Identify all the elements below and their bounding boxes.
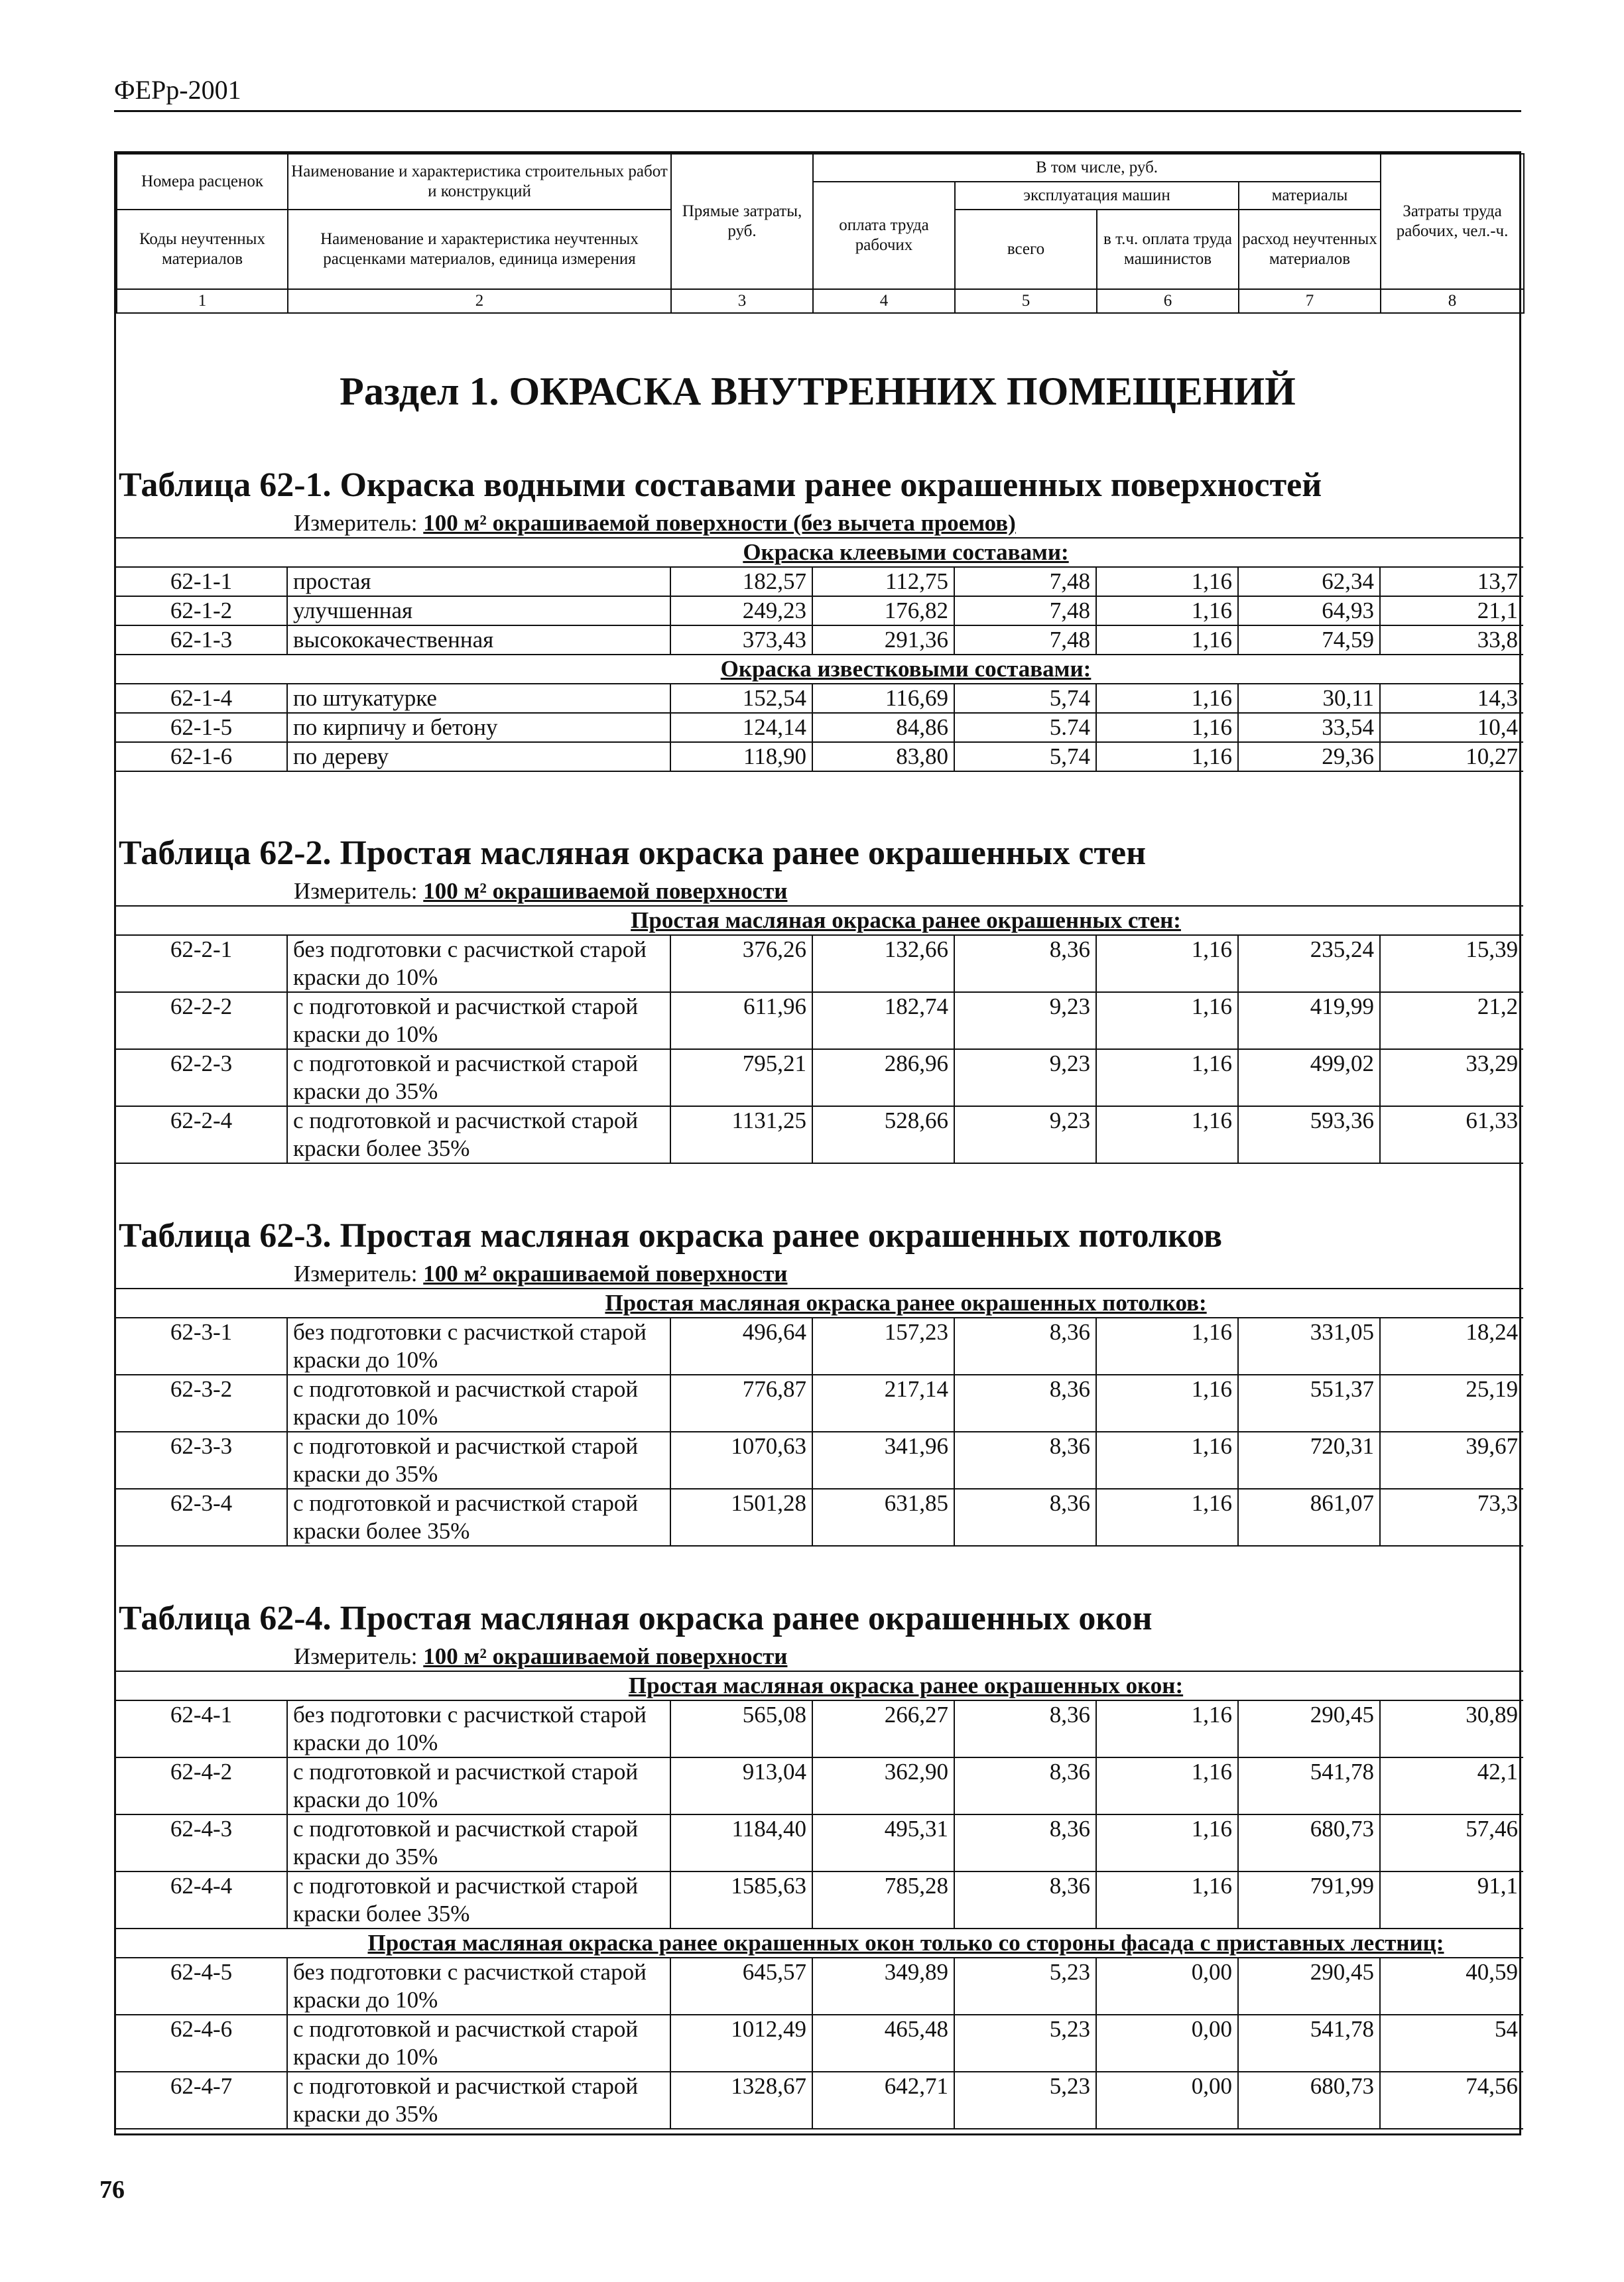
direct-cost: 1184,40 bbox=[670, 1814, 812, 1871]
measure-label: Измеритель: bbox=[294, 1261, 418, 1287]
labor-hours: 30,89 bbox=[1380, 1700, 1523, 1757]
rate-code: 62-3-1 bbox=[116, 1318, 287, 1375]
machinist-pay: 1,16 bbox=[1096, 1489, 1238, 1546]
rate-code: 62-1-3 bbox=[116, 625, 287, 655]
table-title: Таблица 62-2. Простая масляная окраска ранее окрашенных стен bbox=[119, 834, 1147, 872]
machinist-pay: 1,16 bbox=[1096, 1432, 1238, 1489]
header-machines: эксплуатация машин bbox=[955, 182, 1239, 210]
machine-total: 9,23 bbox=[954, 1049, 1096, 1106]
machine-total: 7,48 bbox=[954, 625, 1096, 655]
materials-cost: 29,36 bbox=[1238, 742, 1380, 771]
materials-cost: 74,59 bbox=[1238, 625, 1380, 655]
direct-cost: 1012,49 bbox=[670, 2015, 812, 2072]
rate-code: 62-2-2 bbox=[116, 992, 287, 1049]
table-row bbox=[116, 742, 1523, 771]
labor-hours: 33,29 bbox=[1380, 1049, 1523, 1106]
header-col2-bottom: Наименование и характеристика неучтенных расценками материалов, единица измерения bbox=[288, 210, 671, 289]
direct-cost: 152,54 bbox=[670, 684, 812, 713]
machinist-pay: 1,16 bbox=[1096, 596, 1238, 625]
direct-cost: 795,21 bbox=[670, 1049, 812, 1106]
work-name: с подготовкой и расчисткой старой краски до 10% bbox=[287, 1375, 670, 1432]
table-title: Таблица 62-3. Простая масляная окраска ранее окрашенных потолков bbox=[119, 1217, 1223, 1255]
machine-total: 5.74 bbox=[954, 713, 1096, 742]
materials-cost: 720,31 bbox=[1238, 1432, 1380, 1489]
header-num: 6 bbox=[1097, 289, 1239, 313]
work-name: с подготовкой и расчисткой старой краски более 35% bbox=[287, 1871, 670, 1929]
machinist-pay: 0,00 bbox=[1096, 2072, 1238, 2129]
header-col8: Затраты труда рабочих, чел.-ч. bbox=[1381, 154, 1524, 289]
labor-pay: 266,27 bbox=[812, 1700, 954, 1757]
labor-pay: 495,31 bbox=[812, 1814, 954, 1871]
materials-cost: 290,45 bbox=[1238, 1958, 1380, 2015]
rate-table-block bbox=[116, 830, 1519, 1164]
group-row bbox=[116, 1289, 1523, 1318]
measure-line bbox=[116, 1260, 1519, 1288]
table-row bbox=[116, 2015, 1523, 2072]
header-incl: В том числе, руб. bbox=[813, 154, 1381, 182]
work-name: без подготовки с расчисткой старой краски до 10% bbox=[287, 1700, 670, 1757]
labor-hours: 33,8 bbox=[1380, 625, 1523, 655]
materials-cost: 290,45 bbox=[1238, 1700, 1380, 1757]
labor-hours: 57,46 bbox=[1380, 1814, 1523, 1871]
rate-code: 62-1-6 bbox=[116, 742, 287, 771]
table-row bbox=[116, 935, 1523, 992]
materials-cost: 680,73 bbox=[1238, 1814, 1380, 1871]
table-row bbox=[116, 1049, 1523, 1106]
table-title: Таблица 62-1. Окраска водными составами ранее окрашенных поверхностей bbox=[119, 466, 1322, 504]
materials-cost: 680,73 bbox=[1238, 2072, 1380, 2129]
labor-hours: 13,7 bbox=[1380, 567, 1523, 596]
header-col3: Прямые затраты, руб. bbox=[671, 154, 813, 289]
labor-pay: 182,74 bbox=[812, 992, 954, 1049]
labor-pay: 631,85 bbox=[812, 1489, 954, 1546]
labor-pay: 291,36 bbox=[812, 625, 954, 655]
machinist-pay: 1,16 bbox=[1096, 1757, 1238, 1814]
labor-pay: 157,23 bbox=[812, 1318, 954, 1375]
machinist-pay: 1,16 bbox=[1096, 1814, 1238, 1871]
machinist-pay: 1,16 bbox=[1096, 1375, 1238, 1432]
labor-pay: 341,96 bbox=[812, 1432, 954, 1489]
machine-total: 5,74 bbox=[954, 684, 1096, 713]
rate-code: 62-2-3 bbox=[116, 1049, 287, 1106]
machine-total: 8,36 bbox=[954, 1318, 1096, 1375]
rate-table-block bbox=[116, 462, 1519, 772]
labor-hours: 21,2 bbox=[1380, 992, 1523, 1049]
labor-hours: 10,27 bbox=[1380, 742, 1523, 771]
header-col1-bottom: Коды неучтенных материалов bbox=[117, 210, 288, 289]
rate-code: 62-4-7 bbox=[116, 2072, 287, 2129]
header-rule bbox=[114, 110, 1521, 112]
column-header-table bbox=[116, 153, 1525, 314]
labor-hours: 42,1 bbox=[1380, 1757, 1523, 1814]
measure-label: Измеритель: bbox=[294, 878, 418, 904]
labor-hours: 91,1 bbox=[1380, 1871, 1523, 1929]
direct-cost: 118,90 bbox=[670, 742, 812, 771]
machinist-pay: 1,16 bbox=[1096, 742, 1238, 771]
materials-cost: 861,07 bbox=[1238, 1489, 1380, 1546]
direct-cost: 913,04 bbox=[670, 1757, 812, 1814]
labor-pay: 465,48 bbox=[812, 2015, 954, 2072]
rate-code: 62-1-1 bbox=[116, 567, 287, 596]
labor-pay: 785,28 bbox=[812, 1871, 954, 1929]
table-row bbox=[116, 713, 1523, 742]
machine-total: 8,36 bbox=[954, 1375, 1096, 1432]
group-label: Окраска известковыми составами: bbox=[116, 655, 1523, 684]
document-code: ФЕРр-2001 bbox=[114, 75, 241, 105]
header-num: 4 bbox=[813, 289, 955, 313]
direct-cost: 565,08 bbox=[670, 1700, 812, 1757]
work-name: по штукатурке bbox=[287, 684, 670, 713]
header-num: 5 bbox=[955, 289, 1097, 313]
rate-code: 62-4-3 bbox=[116, 1814, 287, 1871]
header-materials: материалы bbox=[1239, 182, 1381, 210]
rates-table bbox=[116, 905, 1523, 1164]
materials-cost: 551,37 bbox=[1238, 1375, 1380, 1432]
materials-cost: 62,34 bbox=[1238, 567, 1380, 596]
machine-total: 9,23 bbox=[954, 1106, 1096, 1163]
table-row bbox=[116, 1432, 1523, 1489]
group-row bbox=[116, 538, 1523, 567]
direct-cost: 776,87 bbox=[670, 1375, 812, 1432]
machinist-pay: 1,16 bbox=[1096, 1106, 1238, 1163]
measure-value: 100 м² окрашиваемой поверхности (без вычета проемов) bbox=[423, 510, 1016, 536]
group-row bbox=[116, 1929, 1523, 1958]
direct-cost: 1585,63 bbox=[670, 1871, 812, 1929]
rate-code: 62-1-2 bbox=[116, 596, 287, 625]
materials-cost: 30,11 bbox=[1238, 684, 1380, 713]
materials-cost: 541,78 bbox=[1238, 2015, 1380, 2072]
direct-cost: 182,57 bbox=[670, 567, 812, 596]
machine-total: 8,36 bbox=[954, 1432, 1096, 1489]
machinist-pay: 1,16 bbox=[1096, 567, 1238, 596]
table-row bbox=[116, 684, 1523, 713]
labor-pay: 362,90 bbox=[812, 1757, 954, 1814]
rates-table bbox=[116, 1288, 1523, 1547]
work-name: улучшенная bbox=[287, 596, 670, 625]
materials-cost: 331,05 bbox=[1238, 1318, 1380, 1375]
direct-cost: 1328,67 bbox=[670, 2072, 812, 2129]
labor-hours: 40,59 bbox=[1380, 1958, 1523, 2015]
labor-hours: 14,3 bbox=[1380, 684, 1523, 713]
group-label: Простая масляная окраска ранее окрашенных стен: bbox=[116, 906, 1523, 935]
group-label: Окраска клеевыми составами: bbox=[116, 538, 1523, 567]
machinist-pay: 1,16 bbox=[1096, 935, 1238, 992]
table-row bbox=[116, 596, 1523, 625]
header-col1-top: Номера расценок bbox=[117, 154, 288, 210]
materials-cost: 33,54 bbox=[1238, 713, 1380, 742]
measure-line bbox=[116, 509, 1519, 537]
machine-total: 5,23 bbox=[954, 2015, 1096, 2072]
header-num: 1 bbox=[117, 289, 288, 313]
materials-cost: 499,02 bbox=[1238, 1049, 1380, 1106]
section-title: Раздел 1. ОКРАСКА ВНУТРЕННИХ ПОМЕЩЕНИЙ bbox=[340, 369, 1296, 413]
machine-total: 8,36 bbox=[954, 935, 1096, 992]
rate-code: 62-3-2 bbox=[116, 1375, 287, 1432]
table-row bbox=[116, 1814, 1523, 1871]
direct-cost: 611,96 bbox=[670, 992, 812, 1049]
materials-cost: 593,36 bbox=[1238, 1106, 1380, 1163]
machine-total: 7,48 bbox=[954, 596, 1096, 625]
rate-table-block bbox=[116, 1212, 1519, 1547]
header-col5: всего bbox=[955, 210, 1097, 289]
table-row bbox=[116, 992, 1523, 1049]
labor-hours: 25,19 bbox=[1380, 1375, 1523, 1432]
direct-cost: 645,57 bbox=[670, 1958, 812, 2015]
work-name: простая bbox=[287, 567, 670, 596]
machinist-pay: 0,00 bbox=[1096, 1958, 1238, 2015]
machine-total: 8,36 bbox=[954, 1814, 1096, 1871]
machine-total: 8,36 bbox=[954, 1700, 1096, 1757]
labor-hours: 18,24 bbox=[1380, 1318, 1523, 1375]
table-title: Таблица 62-4. Простая масляная окраска ранее окрашенных окон bbox=[119, 1600, 1153, 1637]
group-label: Простая масляная окраска ранее окрашенных потолков: bbox=[116, 1289, 1523, 1318]
machinist-pay: 1,16 bbox=[1096, 1700, 1238, 1757]
work-name: с подготовкой и расчисткой старой краски до 35% bbox=[287, 2072, 670, 2129]
labor-hours: 10,4 bbox=[1380, 713, 1523, 742]
group-row bbox=[116, 906, 1523, 935]
page-number: 76 bbox=[99, 2176, 125, 2204]
group-label: Простая масляная окраска ранее окрашенных окон: bbox=[116, 1671, 1523, 1700]
table-row bbox=[116, 625, 1523, 655]
direct-cost: 376,26 bbox=[670, 935, 812, 992]
measure-label: Измеритель: bbox=[294, 510, 418, 536]
table-row bbox=[116, 1318, 1523, 1375]
machinist-pay: 1,16 bbox=[1096, 1871, 1238, 1929]
header-num: 3 bbox=[671, 289, 813, 313]
labor-pay: 83,80 bbox=[812, 742, 954, 771]
labor-pay: 176,82 bbox=[812, 596, 954, 625]
work-name: без подготовки с расчисткой старой краски до 10% bbox=[287, 935, 670, 992]
labor-pay: 528,66 bbox=[812, 1106, 954, 1163]
labor-pay: 286,96 bbox=[812, 1049, 954, 1106]
rate-code: 62-4-6 bbox=[116, 2015, 287, 2072]
rate-code: 62-4-5 bbox=[116, 1958, 287, 2015]
rates-table bbox=[116, 537, 1523, 772]
table-row bbox=[116, 1489, 1523, 1546]
rate-code: 62-2-1 bbox=[116, 935, 287, 992]
header-col7: расход неучтенных материалов bbox=[1239, 210, 1381, 289]
machine-total: 7,48 bbox=[954, 567, 1096, 596]
header-col4: оплата труда рабочих bbox=[813, 182, 955, 289]
machinist-pay: 1,16 bbox=[1096, 625, 1238, 655]
work-name: с подготовкой и расчисткой старой краски до 35% bbox=[287, 1814, 670, 1871]
labor-hours: 54 bbox=[1380, 2015, 1523, 2072]
work-name: с подготовкой и расчисткой старой краски более 35% bbox=[287, 1489, 670, 1546]
work-name: по дереву bbox=[287, 742, 670, 771]
work-name: с подготовкой и расчисткой старой краски до 35% bbox=[287, 1049, 670, 1106]
measure-value: 100 м² окрашиваемой поверхности bbox=[423, 878, 788, 904]
labor-hours: 73,3 bbox=[1380, 1489, 1523, 1546]
group-label: Простая масляная окраска ранее окрашенных окон только со стороны фасада с приставных лестниц: bbox=[116, 1929, 1523, 1958]
header-num: 2 bbox=[288, 289, 671, 313]
header-num: 8 bbox=[1381, 289, 1524, 313]
measure-line bbox=[116, 877, 1519, 905]
direct-cost: 249,23 bbox=[670, 596, 812, 625]
work-name: с подготовкой и расчисткой старой краски до 35% bbox=[287, 1432, 670, 1489]
table-row bbox=[116, 1958, 1523, 2015]
rate-table-block bbox=[116, 1595, 1519, 2129]
rates-table bbox=[116, 1671, 1523, 2129]
rate-code: 62-4-2 bbox=[116, 1757, 287, 1814]
labor-pay: 112,75 bbox=[812, 567, 954, 596]
header-col6: в т.ч. оплата труда машинистов bbox=[1097, 210, 1239, 289]
labor-pay: 642,71 bbox=[812, 2072, 954, 2129]
main-table-frame bbox=[114, 151, 1521, 2135]
rate-code: 62-3-3 bbox=[116, 1432, 287, 1489]
work-name: без подготовки с расчисткой старой краски до 10% bbox=[287, 1958, 670, 2015]
table-row bbox=[116, 2072, 1523, 2129]
machinist-pay: 1,16 bbox=[1096, 713, 1238, 742]
direct-cost: 373,43 bbox=[670, 625, 812, 655]
work-name: с подготовкой и расчисткой старой краски до 10% bbox=[287, 1757, 670, 1814]
labor-hours: 39,67 bbox=[1380, 1432, 1523, 1489]
rate-code: 62-2-4 bbox=[116, 1106, 287, 1163]
direct-cost: 1501,28 bbox=[670, 1489, 812, 1546]
header-num: 7 bbox=[1239, 289, 1381, 313]
measure-line bbox=[116, 1643, 1519, 1671]
rate-code: 62-1-5 bbox=[116, 713, 287, 742]
materials-cost: 64,93 bbox=[1238, 596, 1380, 625]
labor-pay: 84,86 bbox=[812, 713, 954, 742]
machine-total: 8,36 bbox=[954, 1871, 1096, 1929]
machinist-pay: 1,16 bbox=[1096, 1318, 1238, 1375]
table-row bbox=[116, 567, 1523, 596]
table-row bbox=[116, 1871, 1523, 1929]
labor-pay: 349,89 bbox=[812, 1958, 954, 2015]
work-name: с подготовкой и расчисткой старой краски до 10% bbox=[287, 2015, 670, 2072]
work-name: с подготовкой и расчисткой старой краски более 35% bbox=[287, 1106, 670, 1163]
labor-hours: 61,33 bbox=[1380, 1106, 1523, 1163]
measure-value: 100 м² окрашиваемой поверхности bbox=[423, 1261, 788, 1287]
work-name: с подготовкой и расчисткой старой краски до 10% bbox=[287, 992, 670, 1049]
measure-label: Измеритель: bbox=[294, 1643, 418, 1669]
direct-cost: 496,64 bbox=[670, 1318, 812, 1375]
table-row bbox=[116, 1700, 1523, 1757]
machinist-pay: 1,16 bbox=[1096, 992, 1238, 1049]
table-row bbox=[116, 1375, 1523, 1432]
header-col2-top: Наименование и характеристика строительных работ и конструкций bbox=[288, 154, 671, 210]
machine-total: 9,23 bbox=[954, 992, 1096, 1049]
materials-cost: 235,24 bbox=[1238, 935, 1380, 992]
machine-total: 5,23 bbox=[954, 2072, 1096, 2129]
materials-cost: 791,99 bbox=[1238, 1871, 1380, 1929]
rate-code: 62-1-4 bbox=[116, 684, 287, 713]
measure-value: 100 м² окрашиваемой поверхности bbox=[423, 1643, 788, 1669]
machine-total: 5,74 bbox=[954, 742, 1096, 771]
direct-cost: 124,14 bbox=[670, 713, 812, 742]
rate-code: 62-4-1 bbox=[116, 1700, 287, 1757]
machine-total: 8,36 bbox=[954, 1489, 1096, 1546]
rate-code: 62-3-4 bbox=[116, 1489, 287, 1546]
materials-cost: 541,78 bbox=[1238, 1757, 1380, 1814]
machinist-pay: 1,16 bbox=[1096, 684, 1238, 713]
machinist-pay: 0,00 bbox=[1096, 2015, 1238, 2072]
group-row bbox=[116, 1671, 1523, 1700]
labor-hours: 15,39 bbox=[1380, 935, 1523, 992]
rate-code: 62-4-4 bbox=[116, 1871, 287, 1929]
labor-hours: 21,1 bbox=[1380, 596, 1523, 625]
table-row bbox=[116, 1106, 1523, 1163]
machine-total: 5,23 bbox=[954, 1958, 1096, 2015]
group-row bbox=[116, 655, 1523, 684]
direct-cost: 1070,63 bbox=[670, 1432, 812, 1489]
work-name: по кирпичу и бетону bbox=[287, 713, 670, 742]
direct-cost: 1131,25 bbox=[670, 1106, 812, 1163]
labor-pay: 116,69 bbox=[812, 684, 954, 713]
materials-cost: 419,99 bbox=[1238, 992, 1380, 1049]
table-row bbox=[116, 1757, 1523, 1814]
machinist-pay: 1,16 bbox=[1096, 1049, 1238, 1106]
work-name: высококачественная bbox=[287, 625, 670, 655]
work-name: без подготовки с расчисткой старой краски до 10% bbox=[287, 1318, 670, 1375]
machine-total: 8,36 bbox=[954, 1757, 1096, 1814]
labor-pay: 217,14 bbox=[812, 1375, 954, 1432]
labor-hours: 74,56 bbox=[1380, 2072, 1523, 2129]
labor-pay: 132,66 bbox=[812, 935, 954, 992]
